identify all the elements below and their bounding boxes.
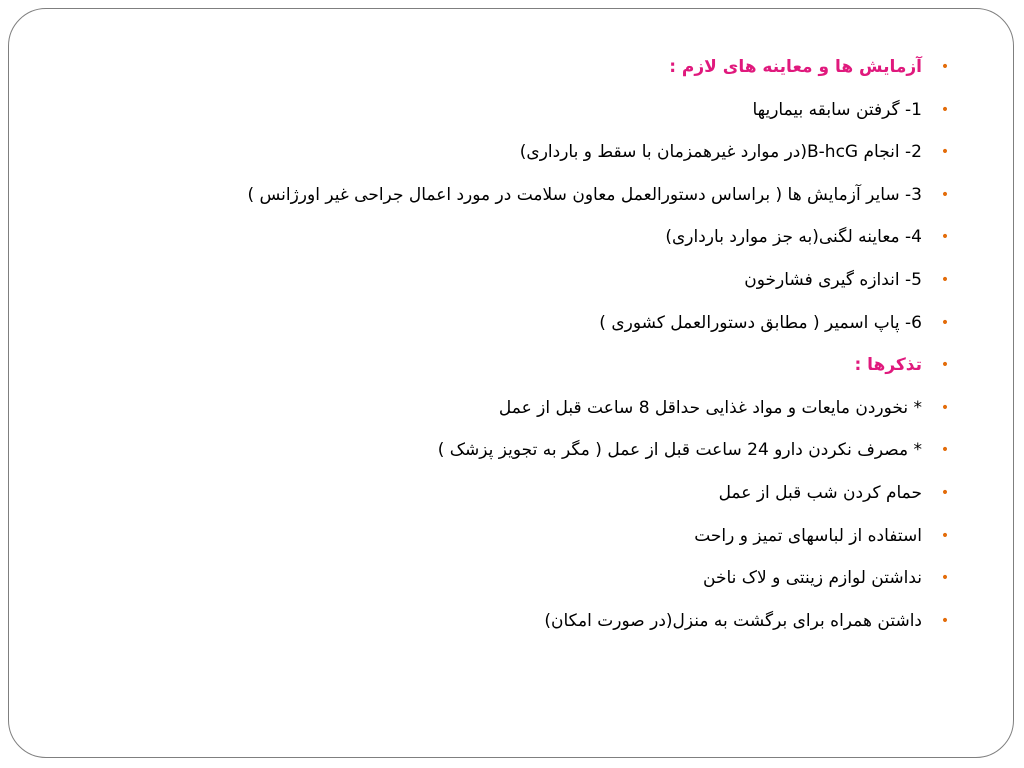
- bullet-dot-icon: •: [940, 442, 950, 459]
- list-item-text: داشتن همراه برای برگشت به منزل(در صورت امکان): [544, 610, 922, 631]
- list-item-text: 1- گرفتن سابقه بیماریها: [752, 99, 922, 120]
- bullet-dot-icon: •: [940, 484, 950, 501]
- list-item-text: * نخوردن مایعات و مواد غذایی حداقل 8 ساعت قبل از عمل: [498, 397, 922, 418]
- list-item: [247, 600, 951, 643]
- list-item: [247, 302, 951, 345]
- slide-frame: [8, 8, 1014, 758]
- bullet-dot-icon: •: [940, 59, 950, 75]
- section-heading-text: تذکرها :: [854, 355, 922, 376]
- list-item-text: * مصرف نکردن دارو 24 ساعت قبل از عمل ( مگر به تجویز پزشک ): [437, 440, 922, 461]
- list-item-text: نداشتن لوازم زینتی و لاک ناخن: [703, 568, 922, 589]
- list-item-text: 2- انجام B-hcG(در موارد غیرهمزمان با سقط و بارداری): [519, 142, 922, 163]
- bullet-dot-icon: •: [940, 527, 950, 544]
- list-item-text: استفاده از لباسهای تمیز و راحت: [694, 525, 922, 546]
- list-item: [247, 216, 951, 259]
- bullet-list: [247, 46, 951, 642]
- bullet-dot-icon: •: [940, 612, 950, 629]
- bullet-dot-icon: •: [940, 271, 950, 288]
- list-item: [247, 429, 951, 472]
- list-item-text: 6- پاپ اسمیر ( مطابق دستورالعمل کشوری ): [599, 312, 922, 333]
- list-item: [247, 174, 951, 217]
- list-item: [247, 131, 951, 174]
- list-item: [247, 259, 951, 302]
- bullet-dot-icon: •: [940, 399, 950, 416]
- bullet-dot-icon: •: [940, 357, 950, 374]
- section-heading-item: [247, 46, 951, 89]
- bullet-dot-icon: •: [940, 144, 950, 161]
- list-item: [247, 387, 951, 430]
- list-item: [247, 472, 951, 515]
- bullet-dot-icon: •: [940, 186, 950, 203]
- list-item-text: 3- سایر آزمایش ها ( براساس دستورالعمل معاون سلامت در مورد اعمال جراحی غیر اورژانس ): [247, 184, 922, 205]
- bullet-dot-icon: •: [940, 101, 950, 118]
- section-heading-item: [247, 344, 951, 387]
- list-item: [247, 89, 951, 132]
- section-heading-text: آزمایش ها و معاینه های لازم :: [669, 57, 922, 77]
- list-item-text: حمام کردن شب قبل از عمل: [718, 482, 922, 503]
- bullet-dot-icon: •: [940, 229, 950, 246]
- list-item: [247, 515, 951, 558]
- list-item-text: 4- معاینه لگنی(به جز موارد بارداری): [665, 227, 922, 248]
- list-item-text: 5- اندازه گیری فشارخون: [744, 269, 922, 290]
- bullet-dot-icon: •: [940, 570, 950, 587]
- bullet-dot-icon: •: [940, 314, 950, 331]
- list-item: [247, 557, 951, 600]
